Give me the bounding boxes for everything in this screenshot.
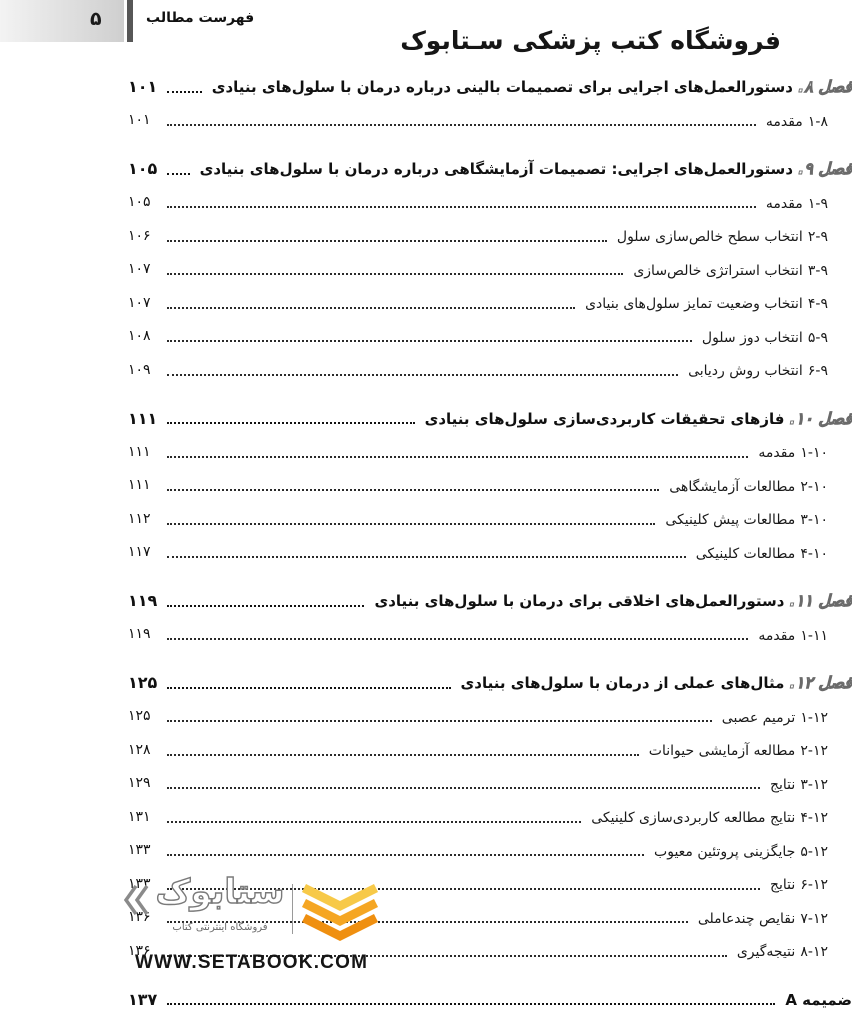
section-title: انتخاب سطح خالص‌سازی سلول [616,229,803,246]
section-title: مقدمه [758,627,796,644]
section-number: ۱-۸ [807,113,828,130]
dot-leader [167,605,364,607]
dot-leader [167,489,659,491]
dot-leader [167,340,692,342]
toc-section-row [128,253,852,287]
chapter-heading [200,159,852,178]
page-number: ۱۰۷ [128,261,151,278]
section-title: انتخاب استراتژی خالص‌سازی [633,262,803,279]
toc-appendix-row [128,983,852,1017]
page-number: ۱۱۲ [128,510,151,527]
section-heading [591,807,828,826]
logo-tagline: فروشگاه اینترنتی کتاب [172,922,268,933]
toc-section-row [128,469,852,503]
section-title: نقایص چندعاملی [697,910,796,927]
page-number: ۱۱۱ [128,477,151,494]
section-heading [649,740,828,759]
toc-section-row [128,536,852,570]
page-number: ۱۲۹ [128,775,151,792]
book-chevrons-icon [300,880,380,942]
chapter-title: مثال‌های عملی از درمان با سلول‌های بنیادی [460,674,785,693]
section-number: ۲-۱۲ [800,743,828,760]
section-heading [737,941,828,960]
section-title: انتخاب روش ردیابی [688,363,803,380]
appendix-heading [785,990,852,1009]
toc-section-row [128,186,852,220]
page-number: ۱۰۸ [128,328,151,345]
chapter-number: فصل ۹. [798,159,852,179]
chevron-inner [137,886,147,914]
store-title-watermark: فروشگاه کتب پزشکی سـتابوک [400,26,781,55]
chapter-number: فصل ۱۲. [789,673,852,693]
section-heading [698,908,828,927]
dot-leader [167,124,756,126]
section-heading [585,293,828,312]
toc-section-row [128,104,852,138]
section-number: ۶-۱۲ [800,877,828,894]
chapter-title: فازهای تحقیقات کاربردی‌سازی سلول‌های بنیادی [424,409,785,428]
page-number: ۱۰۵ [128,159,158,179]
toc-section-row [128,733,852,767]
section-title: مقدمه [765,113,803,130]
chapter-number: فصل ۱۰. [789,408,852,428]
section-number: ۱-۹ [807,195,828,212]
section-heading [766,111,828,130]
dot-leader [167,556,686,558]
toc-chapter-row [128,584,852,618]
section-title: مقدمه [758,445,796,462]
section-heading [758,625,828,644]
page-number: ۱۰۷ [128,294,151,311]
section-heading [770,874,828,893]
header-bar [0,0,124,42]
chapter-heading [425,409,852,428]
section-title: مطالعات کلینیکی [695,545,796,562]
section-heading [617,226,828,245]
page-number: ۱۳۶ [128,909,151,926]
section-number: ۱-۱۱ [800,627,828,644]
toc-chapter-row [128,152,852,186]
dot-leader [167,422,415,424]
dot-leader [167,273,623,275]
section-heading [633,260,828,279]
section-title: نتایج مطالعه کاربردی‌سازی کلینیکی [591,810,796,827]
page-number: ۱۳۱ [128,808,151,825]
section-number: ۴-۱۰ [800,545,828,562]
dot-leader [167,821,581,823]
page-number: ۱۲۵ [128,708,151,725]
section-heading [758,442,828,461]
toc-section-row [128,219,852,253]
chapter-title: دستورالعمل‌های اجرایی برای تصمیمات بالینی درباره درمان با سلول‌های بنیادی [211,78,794,97]
dot-leader [167,720,712,722]
section-number: ۵-۱۲ [800,843,828,860]
page-number: ۱۳۳ [128,842,151,859]
toc-section-row [128,700,852,734]
section-heading [669,476,828,495]
dot-leader [167,787,760,789]
section-number: ۸-۱۲ [800,944,828,961]
section-number: ۴-۹ [807,296,828,313]
section-number: ۳-۱۲ [800,776,828,793]
page-number: ۱۳۳ [128,875,151,892]
section-number: ۳-۹ [807,262,828,279]
chapter-title: دستورالعمل‌های اجرایی: تصمیمات آزمایشگاهی درباره درمان با سلول‌های بنیادی [199,160,794,179]
chapter-number: فصل ۸. [798,77,852,97]
page-number: ۱۰۶ [128,227,151,244]
section-number: ۱-۱۲ [800,709,828,726]
toc-section-row [128,767,852,801]
header-page-number: ۵ [90,8,102,30]
section-heading [696,543,828,562]
page-number: ۱۱۷ [128,544,151,561]
section-number: ۶-۹ [807,363,828,380]
section-heading [688,360,828,379]
chapter-heading [212,77,852,96]
section-heading [766,193,828,212]
section-title: ترمیم عصبی [721,709,796,726]
toc-chapter-row [128,70,852,104]
dot-leader [167,374,678,376]
section-title: مطالعات پیش کلینیکی [665,512,796,529]
section-number: ۷-۱۲ [800,910,828,927]
toc-section-row [128,320,852,354]
section-number: ۲-۹ [807,229,828,246]
dot-leader [167,91,202,93]
toc-section-row [128,435,852,469]
toc-section-row [128,618,852,652]
dot-leader [167,173,190,175]
section-heading [770,774,828,793]
section-number: ۲-۱۰ [800,478,828,495]
section-title: نتایج [769,776,796,793]
section-heading [665,509,828,528]
dot-leader [167,307,575,309]
page-number: ۱۰۹ [128,361,151,378]
page-number: ۱۲۸ [128,741,151,758]
section-title: نتایج [769,877,796,894]
appendix-title: ضمیمه A [785,990,852,1009]
section-number: ۳-۱۰ [800,512,828,529]
dot-leader [167,456,748,458]
page-number: ۱۳۷ [128,989,158,1009]
book-chevron-top [304,888,376,906]
page-number: ۱۲۵ [128,673,158,693]
dot-leader [167,523,655,525]
header-section-title: فهرست مطالب [146,10,255,26]
section-title: مطالعات آزمایشگاهی [669,478,796,495]
dot-leader [167,638,748,640]
section-title: جایگزینی پروتئین معیوب [654,843,796,860]
dot-leader [167,1003,775,1005]
section-heading [722,707,828,726]
toc-section-row [128,353,852,387]
chapter-number: فصل ۱۱. [789,591,852,611]
site-url-watermark: WWW.SETABOOK.COM [135,952,369,973]
chapter-heading [374,591,852,610]
toc-chapter-row [128,402,852,436]
section-heading [654,841,828,860]
logo-divider [292,884,293,934]
dot-leader [167,206,756,208]
toc-section-row [128,502,852,536]
toc-section-row [128,286,852,320]
page-number: ۱۱۱ [128,408,158,428]
section-number: ۴-۱۲ [800,810,828,827]
toc-section-row [128,834,852,868]
section-number: ۱-۱۰ [800,445,828,462]
double-chevron-left-icon [122,882,150,918]
section-title: مقدمه [765,195,803,212]
page-number: ۱۰۵ [128,194,151,211]
header-divider [127,0,133,42]
page-number: ۱۳۶ [128,942,151,959]
section-title: نتیجه‌گیری [736,944,796,961]
dot-leader [167,754,639,756]
toc-section-row [128,800,852,834]
section-title: انتخاب دوز سلول [701,329,803,346]
section-number: ۵-۹ [807,329,828,346]
chevron-outer [126,886,136,914]
section-heading [702,327,828,346]
page-number: ۱۱۹ [128,626,151,643]
dot-leader [167,854,644,856]
page-number: ۱۰۱ [128,112,151,129]
dot-leader [167,240,607,242]
section-title: انتخاب وضعیت تمایز سلول‌های بنیادی [585,296,803,313]
logo-name: ستابوک [155,872,285,912]
setabook-logo-watermark [120,872,382,946]
page-number: ۱۰۱ [128,77,158,97]
toc-chapter-row [128,666,852,700]
chapter-heading [461,673,852,692]
section-title: مطالعه آزمایشی حیوانات [648,743,796,760]
dot-leader [167,687,451,689]
page-number: ۱۱۹ [128,591,158,611]
chapter-title: دستورالعمل‌های اخلاقی برای درمان با سلول‌های بنیادی [374,592,785,611]
page-number: ۱۱۱ [128,443,151,460]
